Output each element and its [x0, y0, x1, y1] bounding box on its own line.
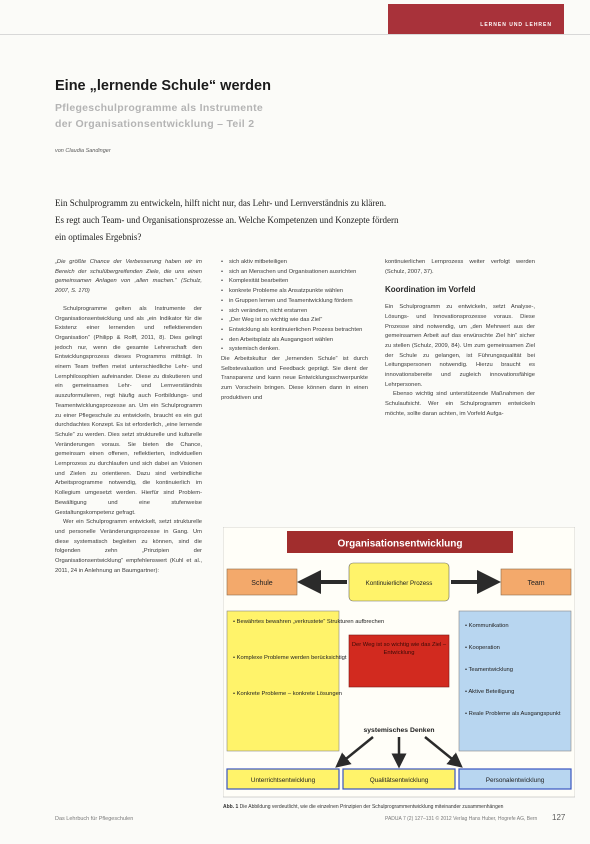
column-1: [55, 258, 202, 577]
section-heading: Koordination im Vorfeld: [385, 285, 476, 295]
label-personal: Personalentwicklung: [485, 777, 545, 784]
list-item: • systemisch denken.: [221, 345, 368, 355]
list-item: • sich an Menschen und Organisationen ausrichten: [221, 268, 368, 278]
column-2: [221, 258, 368, 404]
body-paragraph: Wer ein Schulprogramm entwickelt, setzt strukturelle und personelle Veränderungsprozesse in Gang. Um diese systematisch begleiten zu können, sind die folgenden zehn „Prinzipien der Organisationsentwicklung“ empfehlenswert (Kuhl et al., 2011, 24 in Anlehnung an Baumgartner):: [55, 519, 202, 574]
subtitle-line-1: Pflegeschulprogramme als Instrumente: [55, 102, 264, 114]
list-item: • den Arbeitsplatz als Ausgangsort wählen: [221, 336, 368, 346]
footer-right: PADUA 7 (2) 127–131 © 2012 Verlag Hans Huber, Hogrefe AG, Bern: [385, 816, 538, 822]
body-paragraph: Ebenso wichtig sind unterstützende Maßnahmen der Schulaufsicht. Wer ein Schulprogramm entwickeln möchte, sollte daran achten, im Vorfeld Aufga-: [385, 391, 535, 417]
list-item: • Entwicklung als kontinuierlichen Prozess betrachten: [221, 326, 368, 336]
subtitle-line-2: der Organisationsentwicklung – Teil 2: [55, 118, 255, 130]
header-divider: [0, 34, 590, 35]
article-subtitle: [55, 100, 263, 132]
figure-caption-text: Die Abbildung verdeutlicht, wie die einzelnen Prinzipien der Schulprogrammentwicklung miteinander zusammenhängen: [239, 804, 504, 810]
label-center-process: Kontinuierlicher Prozess: [365, 580, 433, 587]
label-qualitaet: Qualitätsentwicklung: [369, 777, 429, 784]
right-item: • Teamentwicklung: [465, 667, 513, 673]
left-item: • Komplexe Probleme werden berücksichtigt: [233, 655, 347, 661]
column-3: [385, 258, 535, 420]
principles-list: [221, 258, 368, 355]
right-item: • Aktive Beteiligung: [465, 689, 515, 695]
footer-left: Das Lehrbuch für Pflegeschulen: [55, 816, 134, 822]
right-principles-box: [459, 611, 571, 751]
body-paragraph: Ein Schulprogramm zu entwickeln, setzt Analyse-, Lösungs- und Innovationsprozesse voraus. Diese Prozesse sind notwendig, um „den Mehrwert aus der gemeinsamen Arbeit auf das erwünschte Ziel hin“ sicher zu stellen (Schulz, 2009, 84). Um zum gemeinsamen Ziel der Schule zu gelangen, ist Führungsqualität bei Leitungspersonen notwendig. Hierzu braucht es innovationsbereite und zugleich innovationsfähige Lehrpersonen.: [385, 304, 535, 388]
lead-line-1: Ein Schulprogramm zu entwickeln, hilft nicht nur, das Lehr- und Lernverständnis zu klären.: [55, 198, 387, 208]
author-byline: von Claudia Sandinger: [55, 148, 111, 154]
left-item: • Konkrete Probleme – konkrete Lösungen: [233, 691, 343, 697]
label-unterricht: Unterrichtsentwicklung: [250, 777, 316, 784]
intro-quote: „Die größte Chance der Verbesserung haben wir im Bereich der schulübergreifenden Ziele, die uns einen gemeinsamen Anlagen von ,allen machen.“ (Schulz, 2007, S. 170): [55, 259, 202, 295]
body-paragraph: Die Arbeitskultur der „lernenden Schule“ ist durch Selbstevaluation und Feedback geprägt. Sie dient der Transparenz und kann neue Entwicklungsschwerpunkte zum Vorschein bringen. Diese können dann in einen produktiven und: [221, 356, 368, 401]
list-item: • sich verändern, nicht erstarren: [221, 307, 368, 317]
label-team: Team: [527, 580, 545, 587]
figure-caption: [223, 803, 575, 811]
list-item: • „Der Weg ist so wichtig wie das Ziel“: [221, 316, 368, 326]
body-paragraph: Schulprogramme gelten als Instrumente der Organisationsentwicklung und als „ein Indikator für die Existenz einer lernenden und reflektierenden Organisation“ (Philipp & Rolff, 2011, 8). Dies gelingt jedoch nur, wenn die gesamte Lehrerschaft den Entwicklungsprozess dieses Programms mitträgt. In einem Team treffen meist unterschiedliche Lehr- und Lernphilosophien aufeinander. Diese zu diskutieren und ein gemeinsames Lehr- und Lernverständnis auszuformulieren, regt häufig auch Fortbildungs- und Teamentwicklungsprozesse an. Um ein Schulprogramm zu einer Pflegeschule zu entwickeln, braucht es ein gut durchdachtes Konzept. Es ist erforderlich, „eine lernende Schule“ zu werden. Dies setzt strukturelle und kulturelle Veränderungen voraus. Sie bieten die Chance, gemeinsam einen offenen, reflektierten, individuellen Lernprozess zu durchlaufen und sich dabei an Visionen und Zielen zu orientieren. Dazu sind verbindliche Arbeitsprogramme notwendig, die kontinuierlich im Kollegium umgesetzt werden. Hierfür sind Problem-Bewältigung und eine stufenweise Gestaltungskompetenz gefragt.: [55, 305, 202, 516]
article-title: Eine „lernende Schule“ werden: [55, 78, 271, 94]
label-schule: Schule: [251, 580, 273, 587]
page-number: 127: [552, 813, 566, 822]
right-item: • Kooperation: [465, 645, 500, 651]
list-item: • Komplexität bearbeiten: [221, 277, 368, 287]
center-principle-text: Der Weg ist so wichtig wie das Ziel – Entwicklung: [351, 642, 447, 656]
left-principles-box: [227, 611, 339, 751]
list-item: • in Gruppen lernen und Teamentwicklung fördern: [221, 297, 368, 307]
list-item: • sich aktiv mitbeteiligen: [221, 258, 368, 268]
lead-paragraph: [55, 195, 545, 246]
figure-caption-label: Abb. 1: [223, 804, 239, 810]
left-item: • Bewährtes bewahren „verkrustete“ Strukturen aufbrechen: [233, 619, 385, 625]
center-principle-wrap: [351, 641, 447, 685]
lead-line-2: Es regt auch Team- und Organisationsprozesse an. Welche Kompetenzen und Konzepte fördern: [55, 215, 399, 225]
body-paragraph: kontinuierlichen Lernprozess weiter verfolgt werden (Schulz, 2007, 37).: [385, 259, 535, 275]
right-item: • Kommunikation: [465, 623, 509, 629]
organisation-diagram: [223, 527, 575, 805]
category-tag: LERNEN UND LEHREN: [388, 4, 564, 34]
lead-line-3: ein optimales Ergebnis?: [55, 232, 142, 242]
diagram-title: Organisationsentwicklung: [337, 538, 463, 550]
list-item: • konkrete Probleme als Ansatzpunkte wählen: [221, 287, 368, 297]
systemic-thinking-label: systemisches Denken: [363, 727, 435, 734]
right-item: • Reale Probleme als Ausgangspunkt: [465, 711, 561, 717]
